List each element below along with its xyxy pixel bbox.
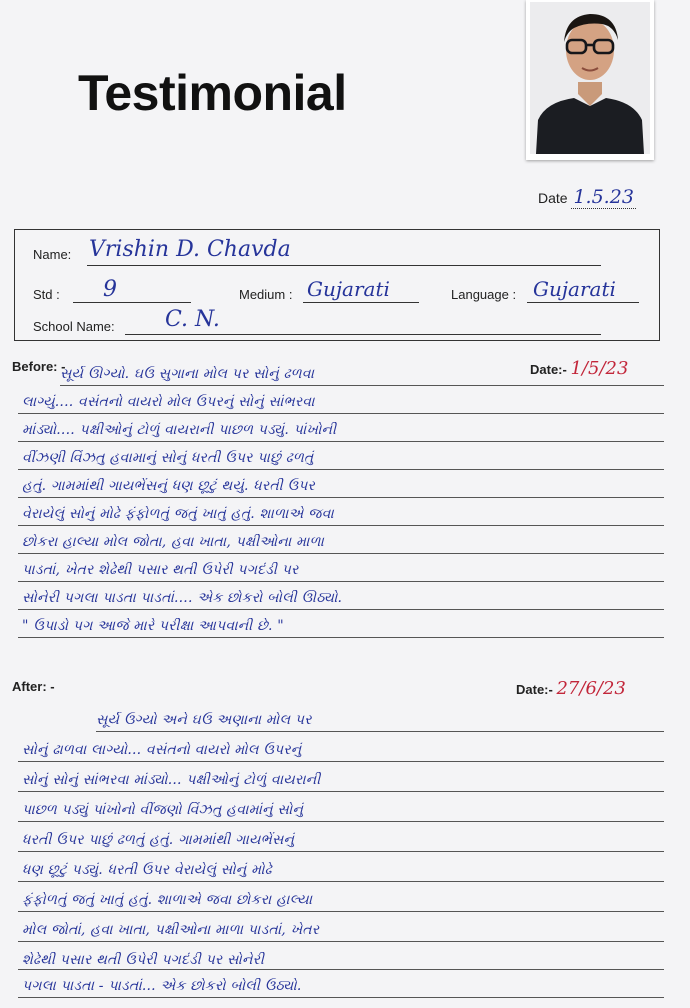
before-rule [18, 413, 664, 414]
before-rule [18, 609, 664, 610]
after-date-value: 27/6/23 [556, 678, 626, 699]
student-info-box [14, 229, 660, 341]
name-label: Name: [33, 247, 72, 262]
after-line: પગલા પાડતા - પાડતાં... એક છોકરો બોલી ઉઠ્યો. [22, 978, 302, 994]
after-rule [18, 911, 664, 912]
after-rule [18, 997, 664, 998]
before-rule [18, 553, 664, 554]
medium-field [239, 277, 390, 302]
before-rule [18, 469, 664, 470]
language-label: Language : [451, 287, 517, 302]
after-line: મોલ જોતાં, હવા ખાતા, પક્ષીઓના માળા પાડતાં, ખેતર [22, 922, 320, 938]
before-line: છોકરા હાલ્યા મોલ જોતા, હવા ખાતા, પક્ષીઓના માળા [22, 534, 325, 550]
after-rule [18, 851, 664, 852]
std-field [33, 277, 117, 302]
medium-label: Medium : [239, 287, 293, 302]
language-field [451, 277, 616, 302]
before-date-label: Date:- [530, 362, 567, 377]
after-rule [18, 941, 664, 942]
before-line: માંડ્યો.... પક્ષીઓનું ટોળું વાયરાની પાછળ પડ્યું. પાંખોની [22, 422, 337, 438]
language-underline [527, 302, 639, 303]
before-rule [18, 525, 664, 526]
before-line: સૂર્ય ઊગ્યો. ઘઉં સુગાના મોલ પર સોનું ઢળવા [60, 366, 315, 382]
header-date-value: 1.5.23 [573, 186, 634, 208]
school-name-value: C. N. [165, 307, 220, 332]
after-rule [18, 881, 664, 882]
before-rule [18, 441, 664, 442]
before-label: Before: - [12, 359, 66, 374]
after-line: સોનું સોનું સાંભરવા માંડ્યો... પક્ષીઓનું ટોળું વાયરાની [22, 772, 321, 788]
before-line: લાગ્યું.... વસંતનો વાયરો મોલ ઉપરનું સોનું સાંભરવા [22, 394, 315, 410]
after-line: ધરતી ઉપર પાછું ઢળતું હતું. ગામમાંથી ગાયભેંસનું [22, 832, 295, 848]
std-value: 9 [103, 277, 117, 302]
std-label: Std : [33, 287, 60, 302]
after-line: ફંફોળતું જતું ખાતું હતું. શાળાએ જવા છોકરા હાલ્યા [22, 892, 313, 908]
school-name-underline [125, 334, 601, 335]
before-rule [60, 385, 664, 386]
header-date-label: Date [538, 190, 568, 206]
after-label: After: - [12, 679, 55, 694]
document-title: Testimonial [78, 65, 347, 121]
after-line: પાછળ પડ્યું પાંખોનો વીંજણો વિંઝતુ હવામાંનું સોનું [22, 802, 304, 818]
before-line: વેરાયેલું સોનું મોઢે ફંફોળતું જતું ખાતું હતું. શાળાએ જવા [22, 506, 334, 522]
after-date [516, 678, 626, 699]
medium-underline [303, 302, 419, 303]
name-underline [87, 265, 601, 266]
after-rule [96, 731, 664, 732]
before-line: વીંઝણી વિંઝતુ હવામાનું સોનું ધરતી ઉપર પાછું ઢળતું [22, 450, 314, 466]
after-line: ધણ છૂટું પડ્યું. ધરતી ઉપર વેરાયેલું સોનું મોઢે [22, 862, 272, 878]
language-value: Gujarati [533, 277, 616, 301]
school-name-field [33, 307, 220, 334]
before-line: સોનેરી પગલા પાડતા પાડતાં.... એક છોકરો બોલી ઊઠ્યો. [22, 590, 343, 606]
before-date-value: 1/5/23 [570, 358, 629, 379]
std-underline [73, 302, 191, 303]
before-line: પાડતાં, ખેતર શેઢેથી પસાર થતી ઉપેરી પગદંડી પર [22, 562, 299, 578]
after-line: સોનું ઢાળવા લાગ્યો... વસંતનો વાયરો મોલ ઉપરનું [22, 742, 302, 758]
before-line: હતું. ગામમાંથી ગાયભેંસનું ધણ છૂટું થયું. ધરતી ઉપર [22, 478, 315, 494]
after-date-label: Date:- [516, 682, 553, 697]
name-value: Vrishin D. Chavda [89, 237, 291, 262]
after-line: શેઢેથી પસાર થતી ઉપેરી પગદંડી પર સોનેરી [22, 952, 265, 968]
before-rule [18, 637, 664, 638]
name-field [33, 237, 291, 262]
after-rule [18, 969, 664, 970]
after-line: સૂર્ય ઉગ્યો અને ઘઉં અણાના મોલ પર [96, 712, 312, 728]
after-rule [18, 761, 664, 762]
student-photo [526, 0, 654, 160]
after-rule [18, 791, 664, 792]
school-name-label: School Name: [33, 319, 115, 334]
before-rule [18, 581, 664, 582]
before-line: " ઉપાડો પગ આજે મારે પરીક્ષા આપવાની છે. " [22, 618, 284, 634]
header-date [538, 186, 636, 208]
after-rule [18, 821, 664, 822]
student-portrait-image [530, 2, 650, 154]
before-rule [18, 497, 664, 498]
medium-value: Gujarati [307, 277, 390, 301]
